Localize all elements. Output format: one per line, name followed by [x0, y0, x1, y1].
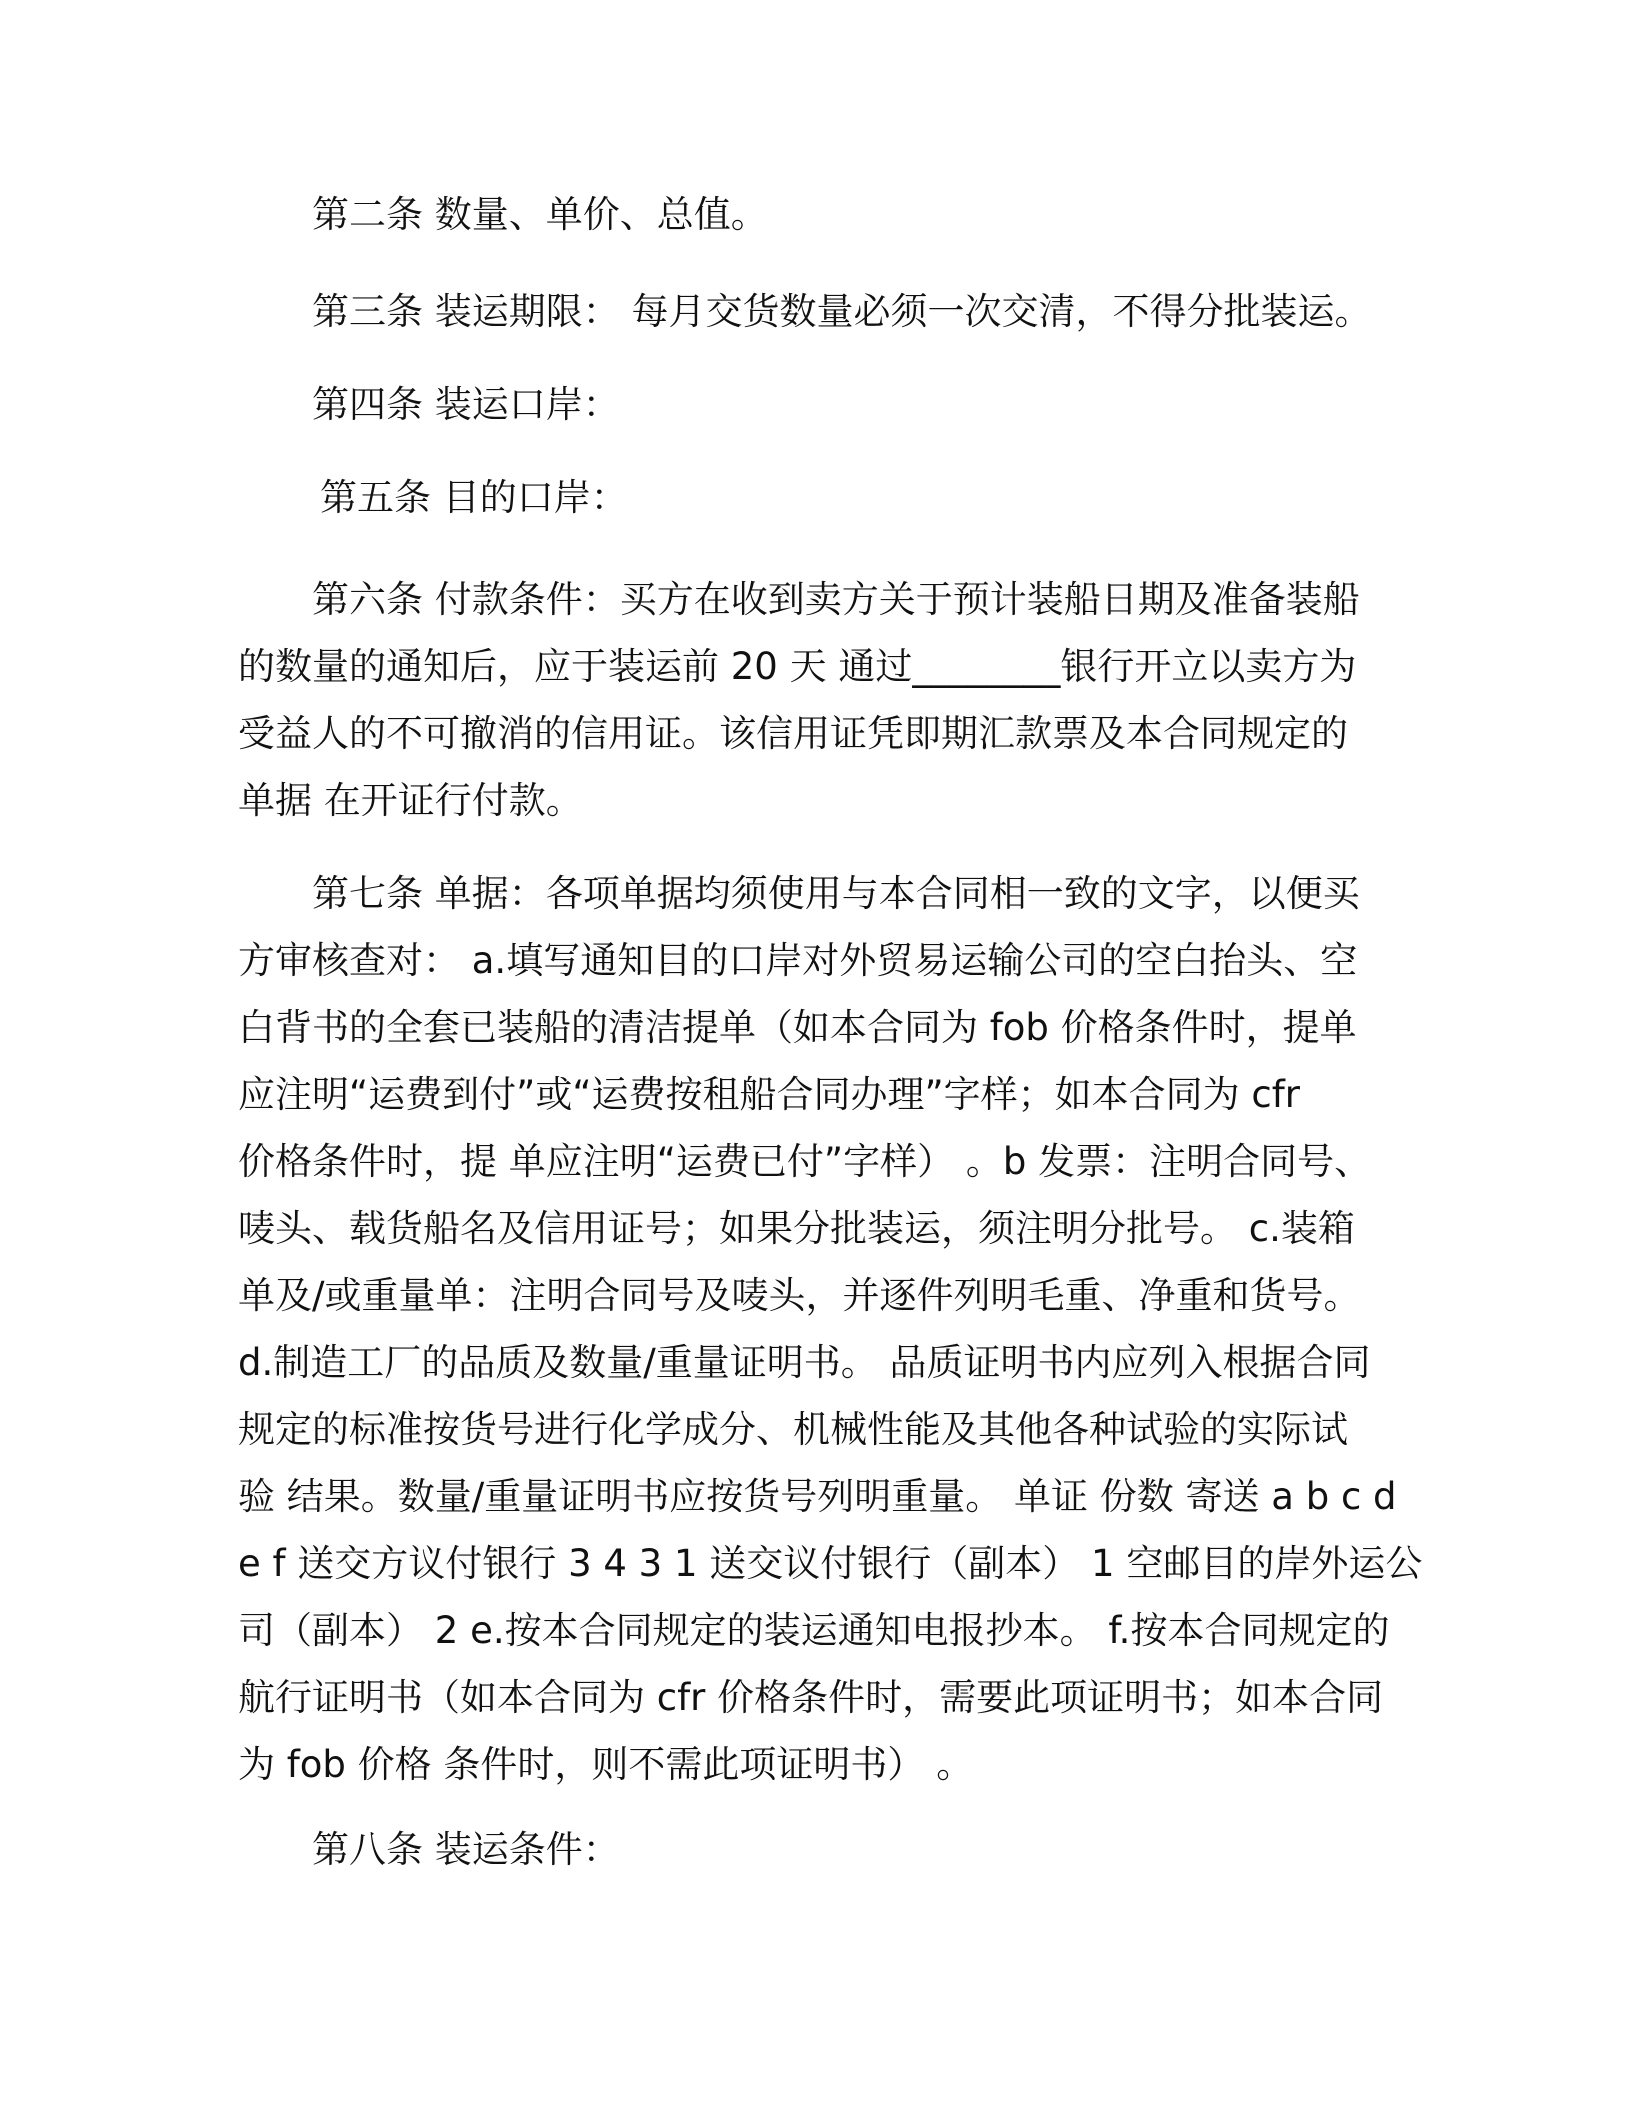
article-6-line-3: 受益人的不可撤消的信用证。该信用证凭即期汇款票及本合同规定的: [238, 712, 1348, 755]
article-7-line-14: 为 fob 价格 条件时，则不需此项证明书） 。: [238, 1743, 974, 1786]
article-7-line-10: 验 结果。数量/重量证明书应按货号列明重量。 单证 份数 寄送 a b c d: [238, 1475, 1397, 1518]
article-8: 第八条 装运条件：: [312, 1828, 620, 1871]
article-7-line-6: 唛头、载货船名及信用证号；如果分批装运，须注明分批号。 c.装箱: [238, 1207, 1355, 1250]
article-7-line-3: 白背书的全套已装船的清洁提单（如本合同为 fob 价格条件时，提单: [238, 1006, 1357, 1049]
article-6-line-4: 单据 在开证行付款。: [238, 779, 583, 822]
article-7-line-9: 规定的标准按货号进行化学成分、机械性能及其他各种试验的实际试: [238, 1408, 1348, 1451]
article-7: [238, 860, 1423, 1798]
article-5: 第五条 目的口岸：: [320, 476, 628, 519]
article-7-line-2: 方审核查对： a.填写通知目的口岸对外贸易运输公司的空白抬头、空: [238, 939, 1358, 982]
article-6-line-2: 的数量的通知后，应于装运前 20 天 通过________银行开立以卖方为: [238, 645, 1357, 688]
article-7-line-5: 价格条件时，提 单应注明“运费已付”字样） 。b 发票：注明合同号、: [238, 1140, 1372, 1183]
article-7-line-1: 第七条 单据：各项单据均须使用与本合同相一致的文字，以便买: [312, 872, 1360, 915]
article-6: [238, 566, 1398, 834]
article-3: 第三条 装运期限： 每月交货数量必须一次交清，不得分批装运。: [312, 290, 1372, 333]
article-7-line-7: 单及/或重量单：注明合同号及唛头，并逐件列明毛重、净重和货号。: [238, 1274, 1361, 1317]
article-7-line-12: 司（副本） 2 e.按本合同规定的装运通知电报抄本。 f.按本合同规定的: [238, 1609, 1390, 1652]
article-2: 第二条 数量、单价、总值。: [312, 193, 768, 236]
article-7-line-13: 航行证明书（如本合同为 cfr 价格条件时，需要此项证明书；如本合同: [238, 1676, 1384, 1719]
article-6-line-1: 第六条 付款条件：买方在收到卖方关于预计装船日期及准备装船: [312, 578, 1360, 621]
article-4: 第四条 装运口岸：: [312, 383, 620, 426]
article-7-line-4: 应注明“运费到付”或“运费按租船合同办理”字样；如本合同为 cfr: [238, 1073, 1301, 1116]
article-7-line-11: e f 送交方议付银行 3 4 3 1 送交议付银行（副本） 1 空邮目的岸外运公: [238, 1542, 1423, 1585]
article-7-line-8: d.制造工厂的品质及数量/重量证明书。 品质证明书内应列入根据合同: [238, 1341, 1371, 1384]
